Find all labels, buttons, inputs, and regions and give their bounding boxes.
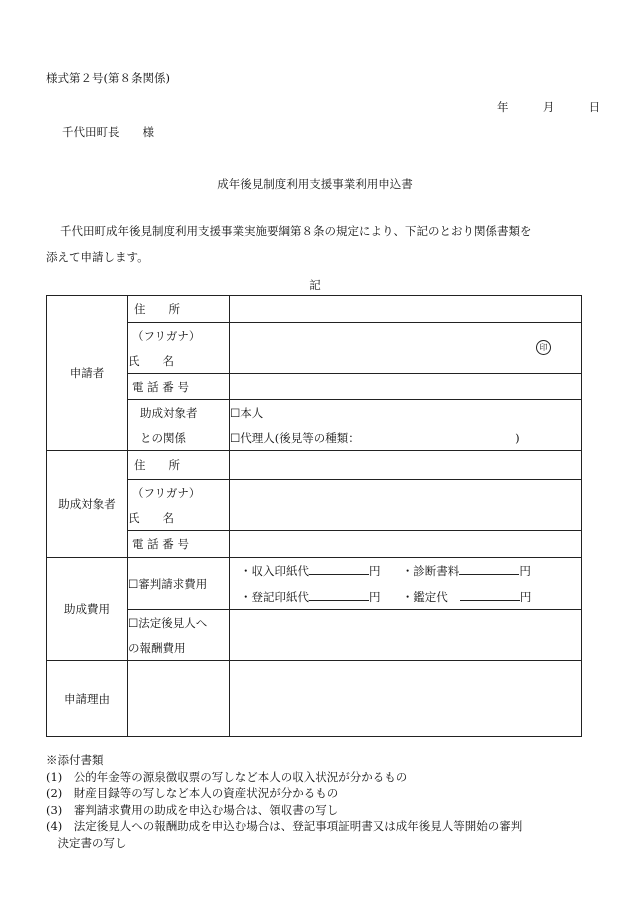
subject-address-field[interactable]: [230, 451, 582, 480]
guardian-fee-line-2: の報酬費用: [128, 640, 186, 655]
appraisal-fee-yen: 円: [519, 589, 532, 604]
reason-blank-cell: [128, 661, 230, 737]
subject-name-field[interactable]: [230, 480, 582, 531]
relation-label: [128, 400, 230, 451]
attachment-item: (2) 財産目録等の写しなど本人の資産状況が分かるもの: [46, 786, 339, 800]
reason-group-label: 申請理由: [47, 661, 128, 737]
fee-row-1: [240, 563, 581, 579]
guardian-fee-line-1: ☐法定後見人へ: [128, 615, 208, 630]
subject-group-label: 助成対象者: [47, 451, 128, 558]
subject-furigana-label: （フリガナ）: [132, 485, 201, 500]
applicant-address-label: 住 所: [128, 296, 230, 323]
form-label: 様式第２号(第８条関係): [46, 71, 170, 85]
date-line: [497, 99, 600, 115]
court-fee-checkbox[interactable]: ☐審判請求費用: [128, 558, 230, 610]
subject-phone-field[interactable]: [230, 531, 582, 558]
attachment-item: (1) 公的年金等の源泉徴収票の写しなど本人の収入状況が分かるもの: [46, 769, 408, 784]
attachments-list: [46, 752, 522, 851]
page-title: 成年後見制度利用支援事業利用申込書: [217, 177, 413, 191]
date-day: 日: [588, 100, 601, 114]
applicant-name-text: 氏 名: [128, 353, 174, 368]
guardian-fee-field[interactable]: [230, 610, 582, 661]
seal-icon: 印: [536, 340, 551, 355]
attachments-heading: ※添付書類: [46, 753, 104, 767]
subject-name-text: 氏 名: [128, 510, 174, 525]
court-fee-details: [230, 558, 582, 610]
relation-label-line-2: との関係: [140, 430, 186, 445]
applicant-furigana-label: （フリガナ）: [132, 328, 201, 343]
relation-label-line-1: 助成対象者: [140, 405, 198, 420]
appraisal-fee-label: ・鑑定代: [401, 589, 448, 604]
diagnosis-fee-label: ・診断書料: [401, 563, 460, 578]
reason-field[interactable]: [230, 661, 582, 737]
applicant-name-field[interactable]: [230, 323, 582, 374]
registration-fee-field[interactable]: [309, 600, 369, 601]
applicant-name-label: [128, 323, 230, 374]
ki-heading: 記: [309, 278, 321, 292]
checkbox-self[interactable]: ☐本人: [230, 405, 264, 420]
applicant-phone-label: 電 話 番 号: [128, 374, 230, 400]
addressee: 千代田町長 様: [62, 125, 154, 139]
subject-name-label: [128, 480, 230, 531]
attachment-item: 決定書の写し: [46, 835, 127, 850]
application-table: [46, 295, 582, 737]
stamp-fee-label: ・収入印紙代: [240, 563, 309, 578]
registration-fee-yen: 円: [369, 589, 381, 604]
diagnosis-fee-yen: 円: [519, 563, 531, 578]
applicant-address-field[interactable]: [230, 296, 582, 323]
guardian-fee-checkbox[interactable]: [128, 610, 230, 661]
subject-phone-label: 電 話 番 号: [128, 531, 230, 558]
costs-group-label: 助成費用: [47, 558, 128, 661]
stamp-fee-yen: 円: [369, 563, 381, 578]
fee-row-2: [240, 589, 581, 605]
applicant-group-label: 申請者: [47, 296, 128, 451]
date-month: 月: [542, 100, 555, 114]
diagnosis-fee-field[interactable]: [459, 574, 519, 575]
subject-address-label: 住 所: [128, 451, 230, 480]
appraisal-fee-field[interactable]: [460, 600, 520, 601]
agent-close-paren: ): [515, 430, 520, 445]
body-text-line-2: 添えて申請します。: [46, 250, 149, 264]
attachment-item: (3) 審判請求費用の助成を申込む場合は、領収書の写し: [46, 802, 339, 817]
attachment-item: (4) 法定後見人への報酬助成を申込む場合は、登記事項証明書又は成年後見人等開始の審判: [46, 819, 523, 833]
registration-fee-label: ・登記印紙代: [240, 589, 309, 604]
stamp-fee-field[interactable]: [309, 574, 369, 575]
relation-options: [230, 400, 582, 451]
applicant-phone-field[interactable]: [230, 374, 582, 400]
body-text-line-1: 千代田町成年後見制度利用支援事業実施要綱第８条の規定により、下記のとおり関係書類を: [60, 224, 532, 238]
checkbox-agent[interactable]: ☐代理人(後見等の種類：: [230, 430, 360, 445]
date-year: 年: [497, 100, 509, 114]
